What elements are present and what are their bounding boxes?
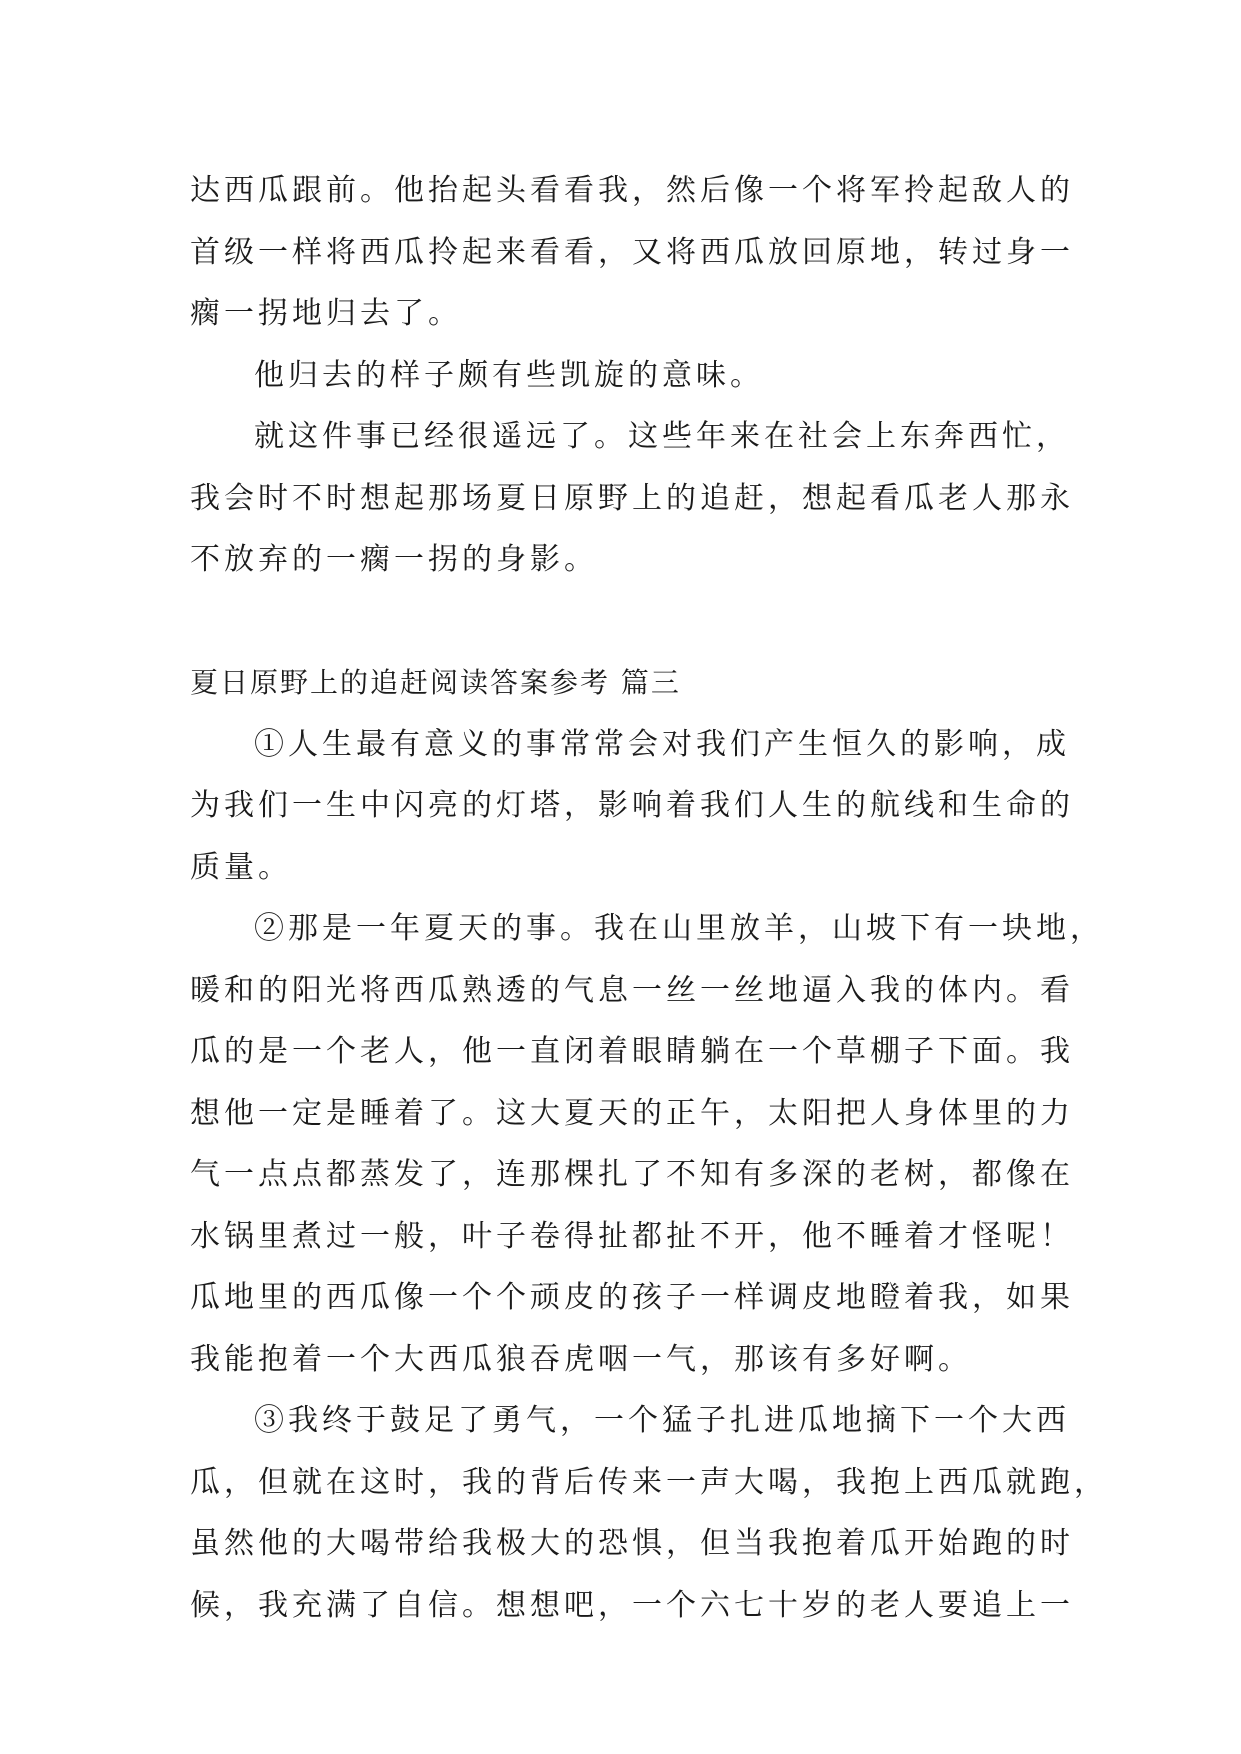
text-line: 水锅里煮过一般，叶子卷得扯都扯不开，他不睡着才怪呢！ xyxy=(190,1218,1074,1254)
text-line: 虽然他的大喝带给我极大的恐惧，但当我抱着瓜开始跑的时 xyxy=(190,1526,1074,1561)
text-line: 我会时不时想起那场夏日原野上的追赶，想起看瓜老人那永 xyxy=(190,480,1074,516)
text-line: 瓜地里的西瓜像一个个顽皮的孩子一样调皮地瞪着我，如果 xyxy=(190,1280,1074,1315)
text-line: 达西瓜跟前。他抬起头看看我，然后像一个将军拎起敌人的 xyxy=(190,173,1074,208)
paragraph xyxy=(190,714,1074,899)
text-line: 我能抱着一个大西瓜狼吞虎咽一气，那该有多好啊。 xyxy=(190,1341,972,1377)
paragraph xyxy=(190,345,1050,407)
text-line: 质量。 xyxy=(190,849,292,885)
text-line: 首级一样将西瓜拎起来看看，又将西瓜放回原地，转过身一 xyxy=(190,234,1074,270)
document-body xyxy=(190,160,1108,1636)
section-heading: 夏日原野上的追赶阅读答案参考 篇三 xyxy=(190,666,681,699)
paragraph xyxy=(190,406,1074,591)
paragraph xyxy=(190,1390,1108,1636)
text-line: 瓜的是一个老人，他一直闭着眼睛躺在一个草棚子下面。我 xyxy=(190,1034,1074,1069)
paragraph xyxy=(190,898,1104,1390)
text-line: 暖和的阳光将西瓜熟透的气息一丝一丝地逼入我的体内。看 xyxy=(190,972,1074,1008)
text-line: 就这件事已经很遥远了。这些年来在社会上东奔西忙， xyxy=(254,419,1070,454)
text-line: 为我们一生中闪亮的灯塔，影响着我们人生的航线和生命的 xyxy=(190,788,1074,823)
text-line: 不放弃的一瘸一拐的身影。 xyxy=(190,542,598,577)
text-line: 想他一定是睡着了。这大夏天的正午，太阳把人身体里的力 xyxy=(190,1095,1074,1131)
text-line: 他归去的样子颇有些凯旋的意味。 xyxy=(254,357,764,393)
text-line: 气一点点都蒸发了，连那棵扎了不知有多深的老树，都像在 xyxy=(190,1157,1074,1192)
text-line: 瓜，但就在这时，我的背后传来一声大喝，我抱上西瓜就跑， xyxy=(190,1464,1108,1500)
text-line: 瘸一拐地归去了。 xyxy=(190,296,462,331)
spacer xyxy=(190,591,1050,653)
text-line: 候，我充满了自信。想想吧，一个六七十岁的老人要追上一 xyxy=(190,1587,1074,1623)
text-line: ①人生最有意义的事常常会对我们产生恒久的影响，成 xyxy=(254,726,1070,762)
paragraph xyxy=(190,160,1074,345)
text-line: ③我终于鼓足了勇气，一个猛子扎进瓜地摘下一个大西 xyxy=(254,1403,1070,1438)
text-line: ②那是一年夏天的事。我在山里放羊，山坡下有一块地， xyxy=(254,911,1104,946)
